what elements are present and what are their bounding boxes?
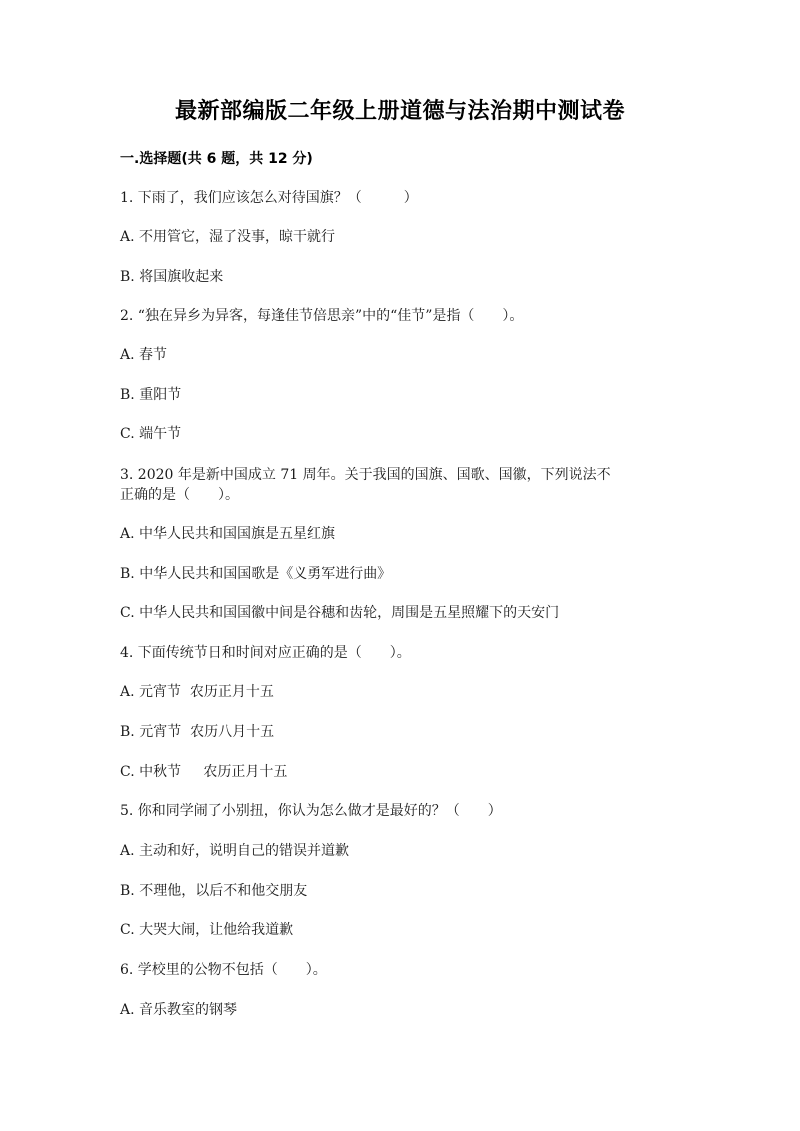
question-2-stem: 2. “独在异乡为异客，每逢佳节倍思亲”中的“佳节”是指（ ）。 xyxy=(120,308,524,324)
question-1-option-a: A. 不用管它，湿了没事，晾干就行 xyxy=(120,229,336,245)
question-3-stem-line-1: 3. 2020 年是新中国成立 71 周年。关于我国的国旗、国歌、国徽，下列说法不 xyxy=(120,467,611,483)
question-5-option-b: B. 不理他，以后不和他交朋友 xyxy=(120,883,308,899)
page-title: 最新部编版二年级上册道德与法治期中测试卷 xyxy=(174,99,625,124)
question-3-option-a: A. 中华人民共和国国旗是五星红旗 xyxy=(120,526,336,542)
question-1-option-b: B. 将国旗收起来 xyxy=(120,269,224,285)
question-2-option-a: A. 春节 xyxy=(120,347,168,363)
question-5-option-c: C. 大哭大闹，让他给我道歉 xyxy=(120,922,294,938)
question-1-stem: 1. 下雨了，我们应该怎么对待国旗？（ ） xyxy=(120,190,418,206)
question-4-option-c: C. 中秋节 农历正月十五 xyxy=(120,764,288,780)
question-3-option-b: B. 中华人民共和国国歌是《义勇军进行曲》 xyxy=(120,566,392,582)
question-4-option-a: A. 元宵节 农历正月十五 xyxy=(120,684,274,700)
question-6-stem: 6. 学校里的公物不包括（ ）。 xyxy=(120,962,327,978)
question-5-option-a: A. 主动和好，说明自己的错误并道歉 xyxy=(120,843,350,859)
question-3-option-c: C. 中华人民共和国国徽中间是谷穗和齿轮，周围是五星照耀下的天安门 xyxy=(120,605,560,621)
question-4-option-b: B. 元宵节 农历八月十五 xyxy=(120,724,275,740)
question-2-option-b: B. 重阳节 xyxy=(120,387,182,403)
question-5-stem: 5. 你和同学闹了小别扭，你认为怎么做才是最好的？（ ） xyxy=(120,803,502,819)
question-2-option-c: C. 端午节 xyxy=(120,426,182,442)
section-heading: 一.选择题(共 6 题，共 12 分) xyxy=(120,151,313,167)
question-6-option-a: A. 音乐教室的钢琴 xyxy=(120,1002,238,1018)
question-3-stem-line-2: 正确的是（ ）。 xyxy=(120,487,239,503)
question-4-stem: 4. 下面传统节日和时间对应正确的是（ ）。 xyxy=(120,645,411,661)
